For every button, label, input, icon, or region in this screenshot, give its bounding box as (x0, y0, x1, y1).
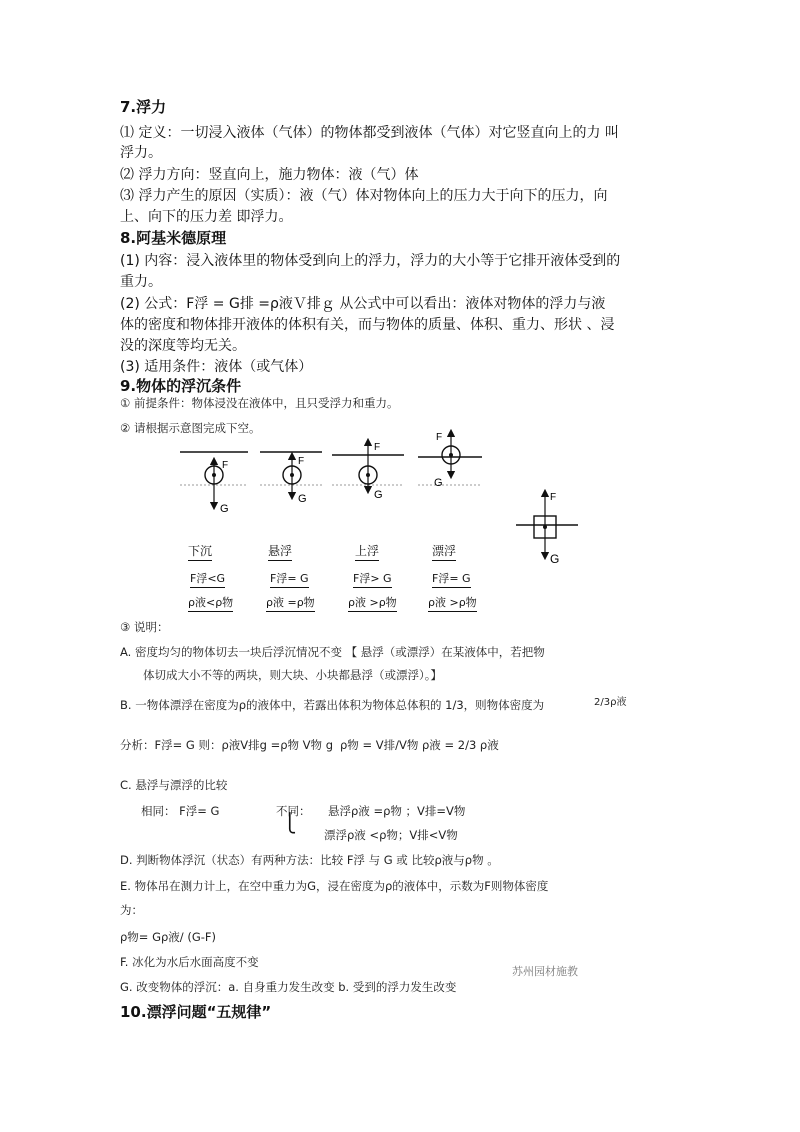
note-c-diff1: 悬浮ρ液 =ρ物 ；V排=V物 (328, 804, 466, 818)
note-d: D. 判断物体浮沉（状态）有两种方法：比较 F浮 与 G 或 比较ρ液与ρ物 。 (120, 853, 499, 867)
note-e-line1: E. 物体吊在测力计上，在空中重力为G，浸在密度为ρ的液体中，示数为F则物体密度 (120, 879, 549, 893)
formula-line-cont2: 没的深度等均无关。 (120, 338, 246, 354)
cause-line: ⑶ 浮力产生的原因（实质）：液（气）体对物体向上的压力大于向下的压力，向 (120, 188, 608, 204)
note-heading: ③ 说明： (120, 620, 169, 634)
instruction-line: ② 请根据示意图完成下空。 (120, 421, 261, 435)
formula-line-cont: 体的密度和物体排开液体的体积有关，而与物体的质量、体积、重力、形状 、浸 (120, 317, 615, 333)
definition-line: ⑴ 定义：一切浸入液体（气体）的物体都受到液体（气体）对它竖直向上的力 叫 (120, 125, 619, 141)
note-g: G. 改变物体的浮沉：a. 自身重力发生改变 b. 受到的浮力发生改变 (120, 980, 457, 994)
heading-floating-rules: 10.漂浮问题“五规律” (120, 1003, 272, 1021)
density-suspended: ρ液 =ρ物 (266, 594, 315, 612)
heading-float-sink: 9.物体的浮沉条件 (120, 377, 242, 395)
block-figure (516, 492, 578, 566)
note-a-line2: 体切成大小不等的两块，则大块、小块都悬浮（或漂浮）。】 (143, 668, 442, 682)
note-e-line2: 为： (120, 903, 143, 917)
sinking-figure (180, 452, 248, 515)
state-name-suspended: 悬浮 (268, 542, 292, 561)
buoyancy-label-2: F (298, 456, 305, 467)
suspended-figure (260, 452, 322, 505)
force-sinking: F浮<G (190, 570, 225, 588)
rising-figure (332, 442, 404, 501)
force-rising: F浮> G (353, 570, 392, 588)
watermark: 苏州园材施教 (512, 965, 578, 978)
note-a-line1: A. 密度均匀的物体切去一块后浮沉情况不变 【 悬浮（或漂浮）在某液体中，若把物 (120, 645, 545, 659)
note-b: B. 一物体漂浮在密度为ρ的液体中，若露出体积为物体总体积的 1/3，则物体密度为 (120, 698, 545, 712)
gravity-label-2: G (298, 493, 307, 505)
state-name-rising: 上浮 (355, 542, 379, 561)
premise-line: ① 前提条件：物体浸没在液体中，且只受浮力和重力。 (120, 396, 399, 410)
gravity-label-4: G (434, 477, 443, 489)
direction-line: ⑵ 浮力方向：竖直向上，施力物体：液（气）体 (120, 167, 419, 183)
gravity-label-1: G (220, 503, 229, 515)
state-name-sinking: 下沉 (188, 542, 212, 561)
note-f: F. 冰化为水后水面高度不变 (120, 955, 259, 969)
density-rising: ρ液 >ρ物 (348, 594, 397, 612)
floating-figure (418, 432, 482, 489)
buoyancy-label-1: F (222, 460, 229, 471)
gravity-label-3: G (374, 489, 383, 501)
cause-line-cont: 上、向下的压力差 即浮力。 (120, 209, 293, 225)
analysis-equation: ρ物 = V排/V物 ρ液 = 2/3 ρ液 (340, 738, 499, 752)
heading-buoyancy: 7.浮力 (120, 98, 167, 116)
buoyancy-label-5: F (550, 492, 557, 503)
note-b-fraction: 2/3ρ液 (594, 697, 627, 708)
gravity-label-5: G (550, 552, 560, 566)
brace-icon: ⎩ (283, 813, 297, 834)
note-c: C. 悬浮与漂浮的比较 (120, 778, 228, 792)
density-sinking: ρ液<ρ物 (188, 594, 233, 612)
analysis-label: 分析：F浮= G 则：ρ液V排g =ρ物 V物 g (120, 738, 334, 752)
force-floating: F浮= G (432, 570, 471, 588)
note-e-formula: ρ物= Gρ液/ (G-F) (120, 930, 216, 944)
density-floating: ρ液 >ρ物 (428, 594, 477, 612)
float-sink-diagram (170, 428, 790, 608)
definition-line-cont: 浮力。 (120, 145, 162, 161)
note-c-diff-label: 不同： (276, 804, 311, 818)
conditions-line: (3) 适用条件：液体（或气体） (120, 359, 313, 375)
content-line-cont: 重力。 (120, 274, 162, 290)
heading-archimedes: 8.阿基米德原理 (120, 229, 227, 247)
force-suspended: F浮= G (270, 570, 309, 588)
content-line: (1) 内容：浸入液体里的物体受到向上的浮力，浮力的大小等于它排开液体受到的 (120, 253, 621, 269)
state-name-floating: 漂浮 (432, 542, 456, 561)
note-c-diff2: 漂浮ρ液 <ρ物；V排<V物 (324, 828, 458, 842)
buoyancy-label-3: F (374, 442, 381, 453)
buoyancy-label-4: F (436, 432, 443, 443)
note-c-same: 相同： F浮= G (141, 804, 220, 818)
formula-line: (2) 公式：F浮 = G排 =ρ液Ｖ排ｇ 从公式中可以看出：液体对物体的浮力与液 (120, 296, 606, 312)
